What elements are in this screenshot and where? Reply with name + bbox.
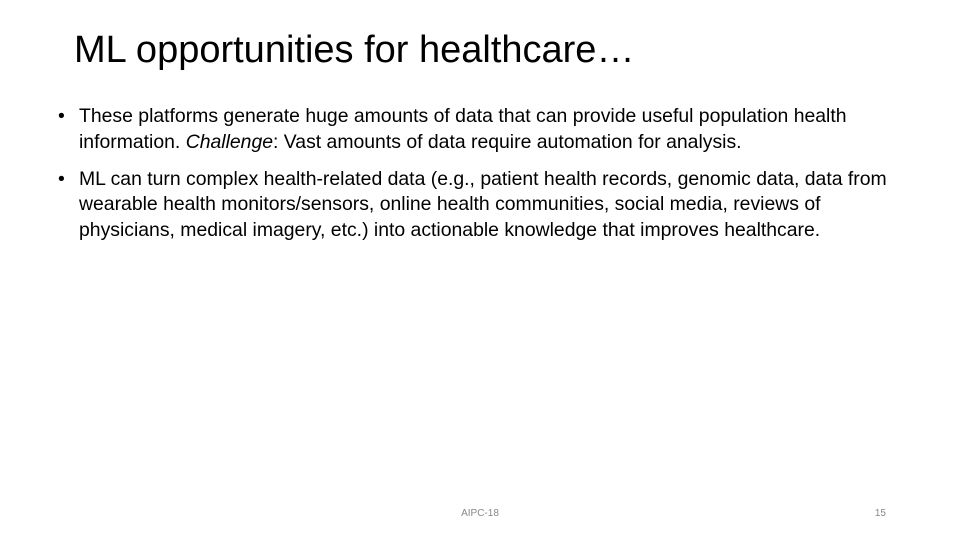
- bullet-list: [58, 104, 908, 255]
- bullet-1-text-start: These platforms generate huge amounts of data that can provide useful population health information.: [79, 105, 847, 153]
- bullet-2-text: ML can turn complex health-related data (e.g., patient health records, genomic data, data from wearable health monitors/sensors, online health communities, social media, reviews of physicians, medical imagery, etc.) into actionable knowledge that improves healthcare.: [79, 167, 887, 242]
- bullet-marker: •: [58, 105, 65, 127]
- bullet-marker: •: [58, 167, 65, 190]
- bullet-1-text-end: : Vast amounts of data require automation for analysis.: [273, 130, 742, 153]
- footer-label: AIPC-18: [461, 508, 499, 519]
- bullet-item-1: [58, 104, 908, 156]
- bullet-1-emphasis: Challenge: [185, 130, 274, 153]
- bullet-item-2: [58, 167, 908, 244]
- slide-title: ML opportunities for healthcare…: [74, 29, 635, 71]
- page-number: 15: [874, 508, 886, 519]
